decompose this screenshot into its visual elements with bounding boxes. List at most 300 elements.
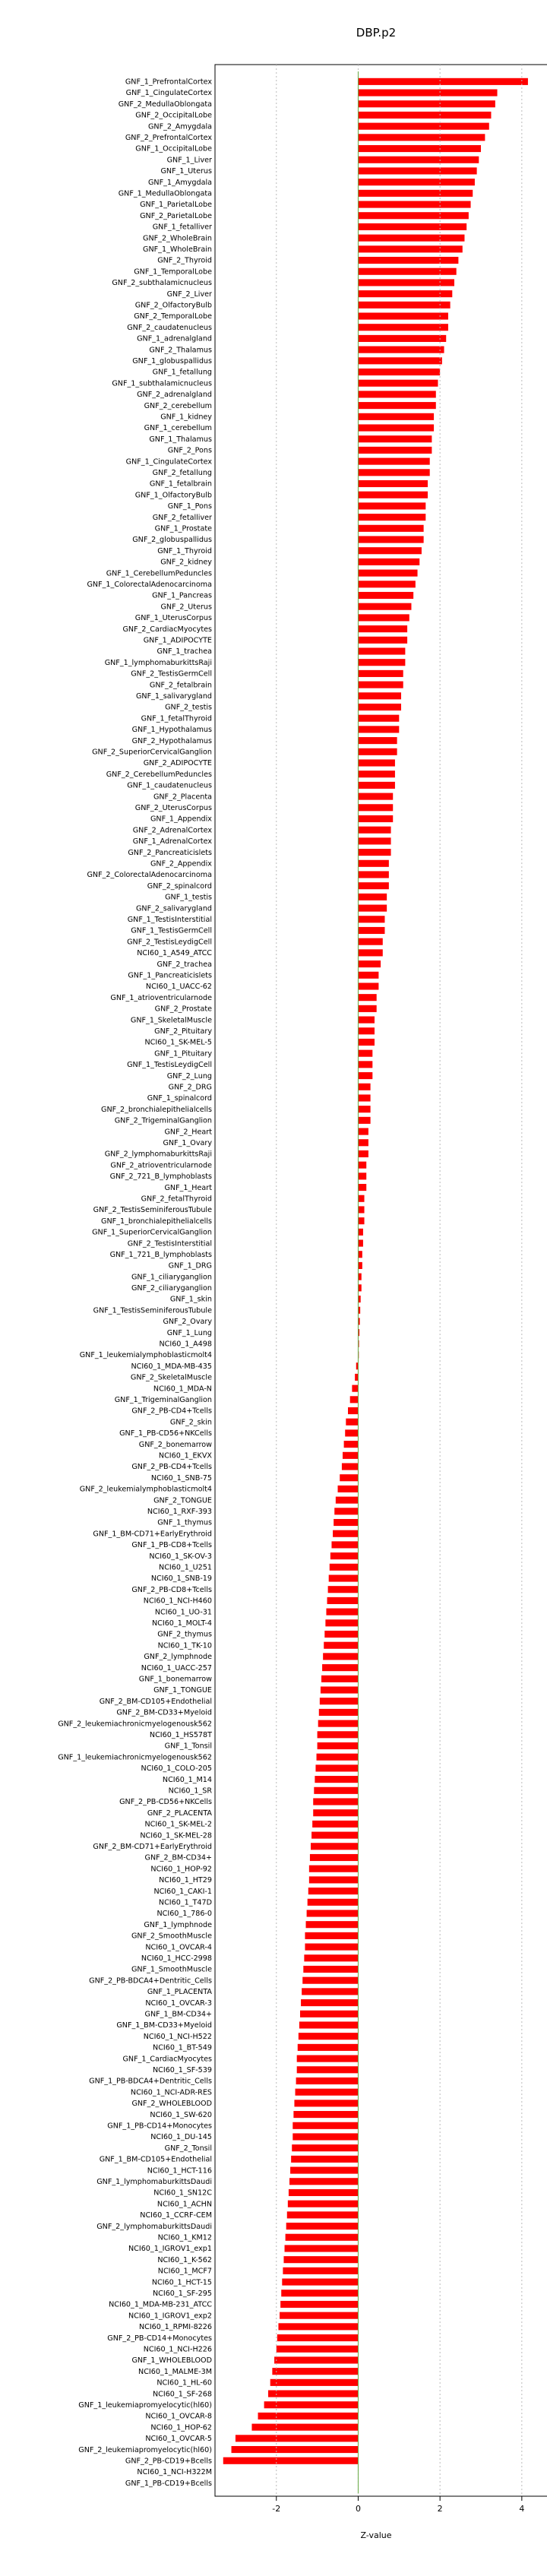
bar — [358, 1274, 361, 1280]
bar — [281, 2290, 358, 2296]
bar — [358, 637, 407, 644]
bar — [358, 157, 479, 163]
category-label: GNF_2_TONGUE — [153, 1496, 212, 1505]
bar — [358, 715, 399, 722]
category-label: GNF_2_PrefrontalCortex — [125, 134, 212, 143]
bar — [306, 1921, 359, 1928]
category-label: GNF_1_PLACENTA — [147, 1988, 212, 1997]
category-label: GNF_2_caudatenucleus — [127, 323, 212, 332]
bar — [358, 525, 423, 532]
bar — [268, 2391, 358, 2397]
category-label: GNF_1_Thyroid — [157, 546, 212, 555]
bar — [296, 2089, 359, 2096]
bars-group — [223, 78, 528, 2464]
category-label: NCI60_1_EKVX — [158, 1451, 212, 1460]
bar — [358, 413, 434, 420]
bar — [293, 2111, 358, 2118]
category-label: GNF_2_WholeBrain — [143, 234, 212, 243]
bar — [280, 2301, 358, 2308]
category-label: GNF_2_ciliaryganglion — [131, 1284, 212, 1293]
category-label: GNF_1_ParietalLobe — [140, 201, 212, 210]
category-label: NCI60_1_SF-268 — [153, 2390, 212, 2399]
bar — [358, 1017, 375, 1024]
category-label: GNF_1_subthalamicnucleus — [112, 379, 212, 388]
category-label: GNF_1_cerebellum — [144, 424, 212, 433]
category-label: GNF_1_fetalThyroid — [141, 714, 212, 723]
category-label: NCI60_1_SW-620 — [150, 2110, 212, 2119]
bar — [307, 1910, 359, 1916]
bar — [330, 1564, 359, 1571]
category-label: NCI60_1_RPMI-8226 — [138, 2323, 212, 2332]
category-label: NCI60_1_IGROV1_exp2 — [128, 2312, 212, 2321]
bar — [331, 1541, 358, 1548]
bar — [358, 1039, 375, 1046]
category-label: GNF_1_Prostate — [154, 524, 212, 533]
bar — [358, 659, 405, 666]
category-label: GNF_2_SmoothMuscle — [131, 1932, 212, 1941]
bar — [287, 2211, 359, 2218]
category-label: NCI60_1_OVCAR-3 — [145, 1998, 212, 2008]
bar — [313, 1798, 358, 1805]
bar — [346, 1419, 358, 1426]
bar — [345, 1429, 358, 1436]
category-label: GNF_2_cerebellum — [144, 401, 212, 410]
bar — [358, 849, 390, 856]
category-label: GNF_1_leukemiapromyelocytic(hl60) — [78, 2400, 212, 2410]
bar — [318, 1731, 359, 1738]
category-label: NCI60_1_UACC-62 — [145, 983, 212, 992]
bar — [236, 2435, 359, 2442]
bar — [358, 1195, 364, 1202]
category-label: GNF_2_lymphnode — [144, 1653, 212, 1662]
bar — [300, 2011, 358, 2017]
bar — [321, 1676, 358, 1682]
bar — [358, 1172, 366, 1179]
category-label: GNF_2_leukemiapromyelocytic(hl60) — [78, 2445, 212, 2454]
bar — [294, 2100, 358, 2106]
category-label: GNF_1_Pancreas — [152, 591, 212, 600]
bar — [358, 1150, 368, 1157]
category-label: NCI60_1_HOP-92 — [150, 1865, 212, 1874]
category-label: GNF_2_Prostate — [154, 1005, 212, 1014]
bar — [358, 391, 435, 397]
category-label: NCI60_1_MALME-3M — [138, 2367, 212, 2376]
category-label: GNF_2_Heart — [164, 1128, 212, 1137]
bar — [264, 2401, 359, 2408]
bar — [302, 1977, 358, 1984]
bar — [324, 1642, 358, 1649]
category-label: GNF_1_BM-CD34+ — [144, 2010, 212, 2019]
bar — [358, 290, 452, 297]
bar — [358, 559, 419, 565]
bar — [358, 771, 394, 777]
bar — [292, 2122, 358, 2129]
category-label: NCI60_1_SF-295 — [153, 2289, 212, 2298]
category-label: GNF_1_testis — [165, 893, 212, 902]
bar — [358, 268, 456, 275]
category-label: GNF_2_fetalliver — [152, 513, 212, 522]
category-label: GNF_2_fetalThyroid — [141, 1195, 212, 1204]
bar — [358, 324, 447, 331]
category-label: GNF_1_lymphnode — [144, 1920, 212, 1929]
bar — [317, 1754, 359, 1761]
category-label: GNF_1_caudatenucleus — [127, 781, 212, 790]
category-label: NCI60_1_SNB-75 — [150, 1473, 212, 1483]
category-label: GNF_2_globuspallidus — [132, 536, 212, 545]
category-label: GNF_1_Ovary — [163, 1138, 212, 1147]
bar — [277, 2346, 359, 2353]
category-label: GNF_1_TemporalLobe — [134, 267, 212, 277]
bar — [277, 2334, 359, 2341]
bar — [358, 335, 446, 342]
category-label: NCI60_1_NCI-H226 — [143, 2345, 212, 2354]
bar — [272, 2368, 358, 2375]
category-label: GNF_2_Ovary — [163, 1318, 212, 1327]
bar — [358, 916, 384, 922]
category-label: NCI60_1_SR — [168, 1786, 212, 1796]
category-label: NCI60_1_A498 — [159, 1340, 212, 1349]
category-label: NCI60_1_MCF7 — [157, 2267, 212, 2276]
bar — [318, 1720, 359, 1727]
bar — [310, 1854, 359, 1861]
bar — [327, 1597, 359, 1604]
bar — [358, 938, 382, 945]
category-label: GNF_2_leukemialymphoblasticmolt4 — [79, 1485, 212, 1494]
bar — [305, 1932, 358, 1939]
category-label: GNF_2_Placenta — [153, 793, 212, 802]
category-label: GNF_2_Hypothalamus — [131, 736, 212, 745]
bar — [286, 2223, 359, 2229]
category-label: GNF_1_721_B_lymphoblasts — [109, 1250, 212, 1259]
category-label: NCI60_1_SN12C — [153, 2188, 212, 2198]
category-label: GNF_2_Pituitary — [154, 1027, 212, 1036]
bar — [358, 647, 405, 654]
bar — [358, 112, 491, 119]
bar — [358, 312, 447, 319]
bar — [280, 2312, 358, 2319]
bar — [342, 1463, 359, 1470]
bar — [358, 380, 438, 387]
category-label: GNF_1_BM-CD71+EarlyErythroid — [93, 1530, 212, 1539]
bar — [358, 748, 397, 755]
category-label: GNF_1_TestisSeminiferousTubule — [93, 1306, 212, 1315]
bar — [302, 1988, 358, 1995]
category-label: GNF_1_Heart — [164, 1183, 212, 1192]
category-label: NCI60_1_HOP-62 — [150, 2423, 212, 2432]
category-label: GNF_1_adrenalgland — [137, 334, 212, 343]
category-label: GNF_1_trachea — [157, 647, 212, 657]
category-label: GNF_1_ciliaryganglion — [131, 1273, 212, 1282]
category-label: GNF_1_OccipitalLobe — [135, 144, 212, 153]
category-label: NCI60_1_OVCAR-8 — [145, 2412, 212, 2421]
category-label: GNF_2_Uterus — [160, 603, 212, 612]
bar — [358, 1106, 370, 1112]
category-label: GNF_1_Appendix — [150, 815, 212, 824]
category-label: GNF_1_ColorectalAdenocarcinoma — [87, 581, 212, 590]
bar — [358, 704, 401, 710]
bar — [358, 581, 415, 587]
category-label: NCI60_1_T47D — [158, 1898, 212, 1907]
category-label: GNF_1_SuperiorCervicalGanglion — [92, 1228, 212, 1237]
category-label: GNF_1_PB-CD56+NKCells — [119, 1429, 212, 1438]
bar — [303, 1966, 358, 1973]
bar — [308, 1888, 359, 1894]
bar — [358, 1117, 370, 1124]
category-label: GNF_1_OlfactoryBulb — [134, 491, 212, 500]
category-label: GNF_1_TONGUE — [153, 1686, 212, 1695]
bar — [292, 2144, 358, 2151]
category-label: GNF_2_BM-CD105+Endothelial — [99, 1697, 212, 1706]
category-label: GNF_2_Lung — [166, 1071, 212, 1081]
category-label: GNF_2_OlfactoryBulb — [134, 301, 212, 310]
category-label: GNF_2_WHOLEBLOOD — [131, 2100, 212, 2109]
category-label: GNF_2_PB-CD56+NKCells — [119, 1798, 212, 1807]
category-label: NCI60_1_786-0 — [157, 1910, 212, 1919]
bar — [274, 2356, 358, 2363]
bar — [358, 369, 440, 375]
category-label: GNF_1_CingulateCortex — [125, 457, 212, 467]
bar — [358, 201, 470, 207]
bar — [358, 960, 381, 967]
category-label: GNF_1_kidney — [160, 413, 212, 422]
category-label: GNF_2_CerebellumPeduncles — [106, 770, 212, 779]
category-label: GNF_2_DRG — [168, 1083, 212, 1092]
bar — [358, 458, 429, 465]
bar — [358, 592, 413, 599]
bar — [344, 1441, 359, 1448]
category-label: GNF_2_TrigeminalGanglion — [114, 1116, 212, 1125]
bar — [358, 435, 432, 442]
bar — [319, 1709, 359, 1716]
bar — [326, 1609, 358, 1616]
bar — [334, 1508, 358, 1514]
category-label: NCI60_1_TK-10 — [157, 1641, 212, 1650]
bar — [282, 2279, 358, 2286]
bar — [283, 2267, 358, 2274]
bar — [318, 1742, 359, 1749]
category-label: GNF_2_Amygdala — [147, 122, 212, 131]
bar — [358, 603, 411, 610]
category-label: GNF_2_UterusCorpus — [134, 803, 212, 812]
bar — [358, 469, 429, 476]
bar — [328, 1586, 359, 1593]
category-label: GNF_1_spinalcord — [147, 1094, 212, 1103]
bar — [315, 1764, 358, 1771]
x-tick-label: -2 — [272, 2504, 281, 2514]
bar — [358, 223, 466, 230]
category-label: GNF_2_lymphomaburkittsDaudi — [96, 2222, 212, 2231]
category-label: NCI60_1_NCI-H522 — [143, 2032, 212, 2041]
bar — [297, 2055, 359, 2062]
bar — [325, 1619, 358, 1626]
chart-title: DBP.p2 — [356, 26, 397, 40]
category-label: GNF_1_WHOLEBLOOD — [131, 2356, 212, 2366]
category-label: NCI60_1_BT-549 — [153, 2043, 212, 2052]
bar — [358, 782, 394, 789]
category-label: GNF_1_PrefrontalCortex — [125, 78, 212, 87]
category-label: NCI60_1_HCT-116 — [147, 2166, 212, 2176]
category-label: GNF_1_fetalbrain — [149, 479, 212, 489]
category-label: GNF_1_CardiacMyocytes — [122, 2055, 212, 2064]
category-label: GNF_1_globuspallidus — [132, 357, 212, 366]
bar — [358, 871, 388, 878]
bar — [358, 547, 421, 554]
category-label: GNF_2_Pancreaticislets — [128, 848, 212, 857]
category-label: NCI60_1_SK-OV-3 — [149, 1552, 212, 1561]
bar — [290, 2167, 358, 2174]
bar — [358, 726, 399, 733]
category-label: GNF_2_CardiacMyocytes — [122, 625, 212, 634]
bar — [358, 1050, 372, 1057]
bar — [358, 167, 476, 174]
bar — [358, 759, 394, 766]
category-label: NCI60_1_COLO-205 — [141, 1764, 212, 1774]
category-label: GNF_2_MedullaOblongata — [118, 100, 212, 109]
bar — [358, 570, 417, 577]
category-label: GNF_1_TestisInterstitial — [127, 915, 212, 924]
bar — [299, 2021, 359, 2028]
bar — [314, 1787, 358, 1794]
category-label: GNF_2_TestisGermCell — [131, 669, 212, 679]
bar — [358, 235, 464, 242]
category-label: NCI60_1_MDA-MB-231_ATCC — [109, 2300, 212, 2309]
category-label: NCI60_1_SK-MEL-5 — [144, 1038, 212, 1047]
category-label: GNF_1_Pons — [167, 502, 212, 511]
bar — [358, 424, 434, 431]
category-label: GNF_1_CerebellumPeduncles — [106, 569, 212, 578]
category-label: GNF_1_CingulateCortex — [125, 89, 212, 98]
category-label: GNF_2_Thyroid — [157, 256, 212, 265]
category-label: GNF_2_salivarygland — [135, 904, 212, 913]
category-label: GNF_2_PB-CD4+Tcells — [131, 1407, 212, 1416]
bar — [358, 670, 403, 677]
bar — [358, 447, 432, 454]
category-label: NCI60_1_MDA-MB-435 — [131, 1362, 212, 1371]
category-label: GNF_2_skin — [169, 1418, 212, 1427]
category-label: NCI60_1_ACHN — [157, 2200, 212, 2209]
category-label: GNF_2_Liver — [166, 290, 212, 299]
bar — [324, 1631, 358, 1638]
bar — [358, 1206, 364, 1213]
category-label: NCI60_1_A549_ATCC — [137, 949, 212, 958]
bar — [358, 793, 393, 800]
category-label: GNF_2_PB-CD14+Monocytes — [107, 2334, 212, 2343]
bar — [309, 1866, 359, 1872]
category-label: GNF_2_BM-CD34+ — [144, 1853, 212, 1862]
category-label: GNF_2_subthalamicnucleus — [112, 279, 212, 288]
bar — [321, 1686, 359, 1693]
bar — [358, 190, 473, 197]
bar — [320, 1698, 359, 1704]
bar — [358, 983, 378, 989]
category-label: GNF_2_trachea — [157, 960, 212, 969]
bar — [297, 2066, 359, 2073]
bar — [358, 357, 441, 364]
category-label: GNF_2_721_B_lymphoblasts — [109, 1172, 212, 1182]
bar — [336, 1497, 359, 1504]
category-label: GNF_1_Liver — [166, 156, 212, 165]
category-label: GNF_2_thymus — [157, 1630, 212, 1639]
category-label: GNF_2_TestisSeminiferousTubule — [93, 1206, 212, 1215]
x-tick-label: 2 — [437, 2504, 443, 2514]
category-label: GNF_1_Lung — [166, 1328, 212, 1337]
category-label: GNF_1_Amygdala — [147, 178, 212, 187]
category-label: NCI60_1_U251 — [159, 1563, 212, 1572]
bar — [358, 625, 407, 632]
bar — [304, 1954, 358, 1961]
bar — [358, 492, 428, 498]
bar — [358, 905, 387, 912]
bar — [289, 2189, 359, 2196]
bar — [358, 827, 390, 834]
category-label: NCI60_1_MDA-N — [153, 1385, 212, 1394]
bar — [358, 1128, 368, 1135]
bar — [311, 1843, 358, 1850]
category-label: GNF_2_bronchialepithelialcells — [101, 1105, 212, 1114]
x-tick-label: 4 — [519, 2504, 525, 2514]
bar — [358, 682, 403, 688]
category-labels — [58, 78, 212, 2488]
bar — [358, 1262, 362, 1269]
category-label: GNF_1_atrioventricularnode — [110, 993, 212, 1002]
category-label: GNF_1_UterusCorpus — [134, 614, 212, 623]
bar — [333, 1530, 358, 1537]
bar — [308, 1899, 359, 1906]
bar — [223, 2457, 359, 2464]
category-label: GNF_1_DRG — [168, 1261, 212, 1271]
category-label: NCI60_1_SK-MEL-2 — [144, 1820, 212, 1829]
category-label: GNF_1_Pituitary — [154, 1049, 212, 1059]
bar — [358, 134, 485, 141]
bar — [358, 536, 423, 543]
category-label: NCI60_1_SF-539 — [153, 2065, 212, 2074]
bar — [323, 1653, 358, 1660]
category-label: GNF_1_PB-CD19+Bcells — [125, 2479, 212, 2488]
category-label: NCI60_1_RXF-393 — [147, 1508, 212, 1517]
category-label: GNF_1_SmoothMuscle — [131, 1965, 212, 1974]
category-label: GNF_2_Pons — [167, 446, 212, 455]
category-label: GNF_2_ParietalLobe — [140, 211, 212, 220]
bar — [330, 1552, 359, 1559]
category-label: GNF_2_BM-CD71+EarlyErythroid — [93, 1843, 212, 1852]
bar — [289, 2178, 358, 2185]
category-label: NCI60_1_NCI-H322M — [137, 2468, 212, 2477]
bar — [358, 804, 393, 811]
bar — [358, 1251, 362, 1258]
bar — [358, 815, 393, 822]
category-label: GNF_2_lymphomaburkittsRaji — [104, 1150, 212, 1159]
category-label: NCI60_1_HCT-15 — [151, 2278, 212, 2287]
bar — [358, 1162, 366, 1169]
bar — [232, 2446, 359, 2453]
bar — [343, 1452, 358, 1459]
category-label: NCI60_1_OVCAR-4 — [145, 1943, 212, 1952]
category-label: GNF_2_SuperiorCervicalGanglion — [92, 748, 212, 757]
bar — [352, 1385, 358, 1392]
category-label: GNF_1_bronchialepithelialcells — [101, 1217, 212, 1226]
category-label: GNF_2_TemporalLobe — [134, 312, 212, 321]
bar — [355, 1374, 358, 1381]
category-label: GNF_2_PB-CD4+Tcells — [131, 1463, 212, 1472]
bar — [358, 614, 409, 621]
category-label: GNF_2_SkeletalMuscle — [130, 1373, 212, 1382]
bar — [334, 1519, 358, 1526]
category-label: NCI60_1_UACC-257 — [141, 1663, 212, 1673]
category-label: NCI60_1_HT29 — [159, 1876, 212, 1885]
bar — [278, 2323, 358, 2330]
bar — [358, 994, 376, 1001]
bar — [298, 2044, 359, 2051]
